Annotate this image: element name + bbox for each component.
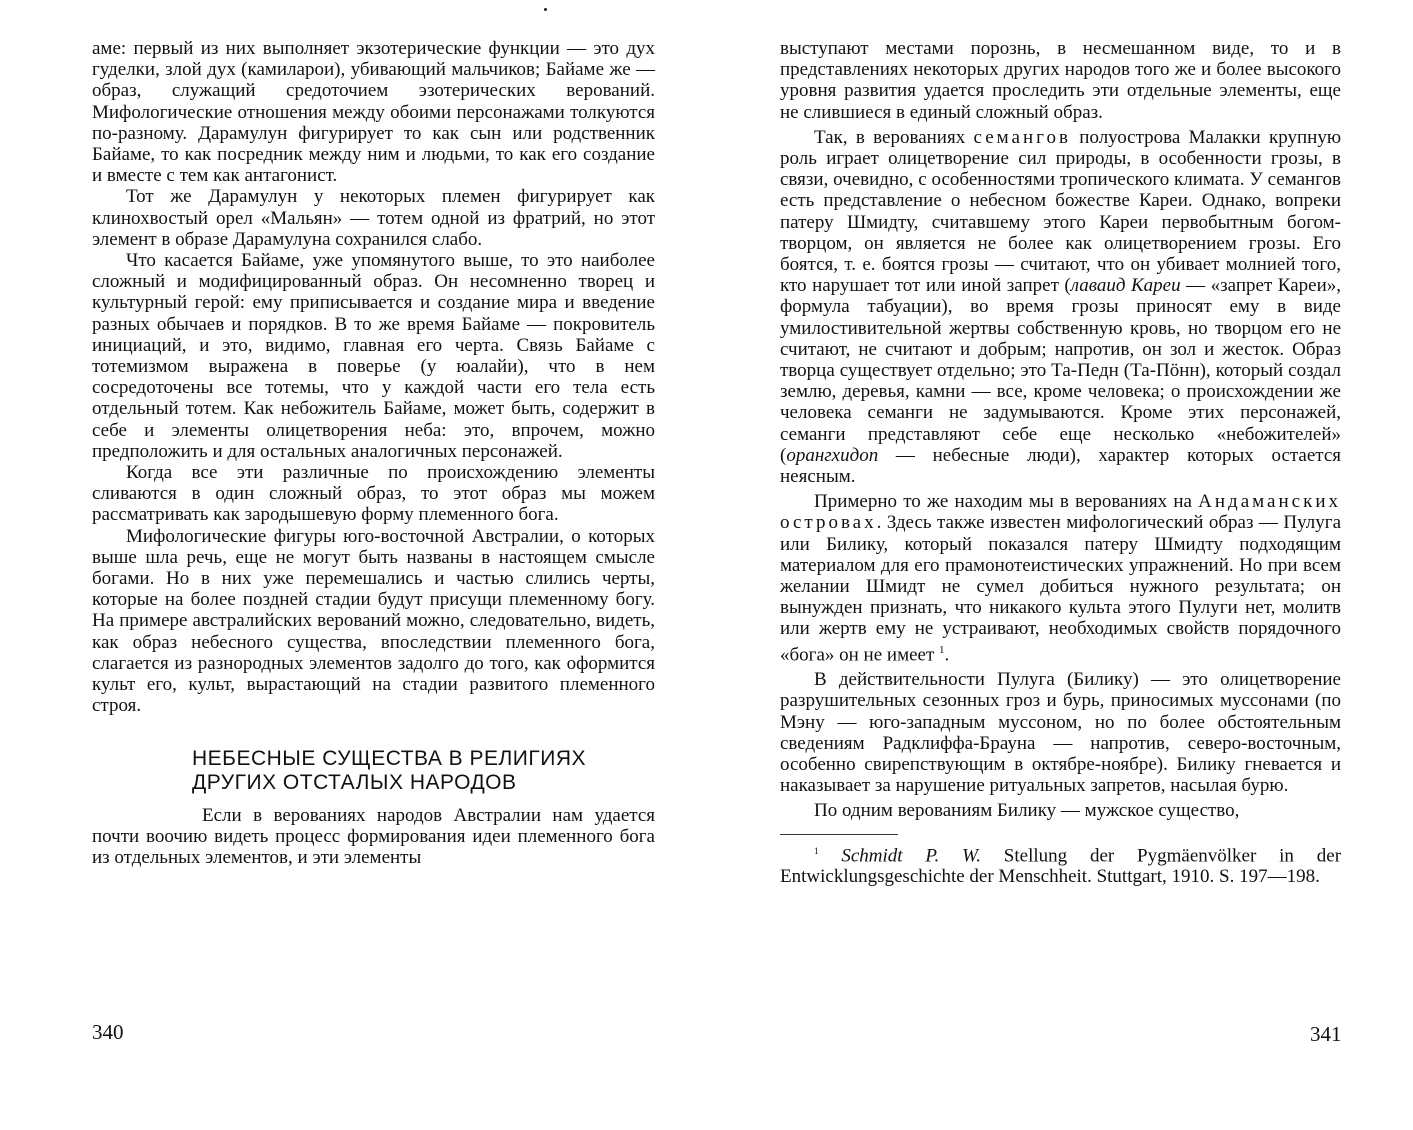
text-run: — «запрет Кареи», формула табуации), во время грозы приносят ему в виде умилостивительной жертвы собственную кровь, но творцом его не считают, не считают и добрым; напротив, он зол и жесток. Образ творца существует отдельно; это Та-Педн (Та-Пöнн), который создал землю, деревья, камни — все, кроме человека; о происхождении же человека семанги не задумываются. Кроме этих персонажей, семанги представляют себе еще несколько «небожителей» ( xyxy=(780,275,1342,466)
paragraph: По одним верованиям Билику — мужское существо, xyxy=(814,800,1240,822)
footnote-ref: 1 xyxy=(939,643,945,656)
footnote-text: Stellung der Pygmäenvölker in der Entwicklungsgeschichte der Menschheit. Stuttgart, 1910. S. 197—198. xyxy=(780,844,1342,888)
paragraph: В действительности Пулуга (Билику) — это олицетворение разрушительных сезонных гроз и бурь, приносимых муссонами (по Мэну — юго-западным муссоном, но по более обстоятельным сведениям Радклиффа-Брауна — напротив, северо-восточным, особенно свирепствующим в октябре-ноябре). Билику гневается и наказывает за нарушение ритуальных запретов, насылая бурю. xyxy=(780,669,1341,797)
paragraph: Мифологические фигуры юго-восточной Австралии, о которых выше шла речь, еще не могут быть названы в настоящем смысле богами. Но в них уже перемешались и частью слились черты, которые на более поздней стадии будут присущи племенному богу. На примере австралийских верований можно, следовательно, видеть, как образ небесного существа, впоследствии племенного бога, слагается из разнородных элементов задолго до того, как оформится культ его, культ, вырастающий на стадии развитого племенного строя. xyxy=(92,525,655,717)
paragraph: выступают местами порознь, в несмешанном виде, то и в представлениях некоторых других народов того же и более высокого уровня развития удается проследить эти отдельные элементы, еще не слившиеся в единый сложный образ. xyxy=(780,38,1341,123)
paragraph: Когда все эти различные по происхождению элементы сливаются в один сложный образ, то этот образ мы можем рассматривать как зародышевую форму племенного бога. xyxy=(92,462,655,526)
spaced-term: Андаманских островах xyxy=(780,491,1341,534)
italic-term: лаваид Кареи xyxy=(1070,275,1181,297)
italic-term: орангхидоп xyxy=(786,444,879,466)
paragraph xyxy=(780,127,1341,487)
spaced-term: семангов xyxy=(973,126,1071,148)
footnote xyxy=(780,841,1341,888)
ink-speck xyxy=(544,8,547,11)
text-run: . xyxy=(944,644,950,666)
section-heading-line: ДРУГИХ ОТСТАЛЫХ НАРОДОВ xyxy=(192,770,517,794)
page-number-right: 341 xyxy=(1310,1022,1342,1046)
footnote-author: Schmidt P. W. xyxy=(841,844,981,866)
footnote-divider xyxy=(780,834,898,835)
page-number-left: 340 xyxy=(92,1020,124,1044)
section-heading-line: НЕБЕСНЫЕ СУЩЕСТВА В РЕЛИГИЯХ xyxy=(192,746,587,770)
paragraph: аме: первый из них выполняет экзотерические функции — это дух гуделки, злой дух (камиларои), убивающий мальчиков; Байаме же — образ, служащий средоточием эзотерических верований. Мифологические отношения между обоими персонажами толкуются по-разному. Дарамулун фигурирует то как сын или родственник Байаме, то как посредник между ним и людьми, то как его создание и вместе с тем как антагонист. xyxy=(92,38,655,187)
text-run: Примерно то же находим мы в верованиях на xyxy=(814,491,1192,513)
text-run: Так, в верованиях xyxy=(814,126,966,148)
paragraph: Тот же Дарамулун у некоторых племен фигурирует как клинохвостый орел «Мальян» — тотем одной из фратрий, но этот элемент в образе Дарамулуна сохранился слабо. xyxy=(92,186,655,250)
text-run: полуострова Малакки крупную роль играет олицетворение сил природы, в особенности грозы, в связи, очевидно, с особенностями тропического климата. У семангов есть представление о небесном божестве Кареи. Однако, вопреки патеру Шмидту, считавшему этого Кареи первобытным богом-творцом, он является не более как олицетворением грозы. Его боятся, т. е. боятся грозы — считают, что он убивает молнией того, кто нарушает тот или иной запрет ( xyxy=(780,126,1342,297)
paragraph xyxy=(780,491,1341,665)
right-page xyxy=(780,38,1341,887)
paragraph: Если в верованиях народов Австралии нам удается почти воочию видеть процесс формирования идеи племенного бога из отдельных элементов, и эти элементы xyxy=(92,804,655,868)
section-heading xyxy=(192,747,655,795)
left-page xyxy=(92,38,655,868)
text-run: — небесные люди), характер которых остается неясным. xyxy=(780,444,1341,488)
text-run: . Здесь также известен мифологический образ — Пулуга или Билику, который показался патеру Шмидту подходящим материалом для его прамонотеистических упражнений. Но при всем желании Шмидт не сумел добиться нужного результата; он вынужден признать, что никакого культа этого Пулуги нет, молитв или жертв ему не устраивают, необходимых свойств порядочного «бога» он не имеет xyxy=(780,512,1341,666)
footnote-mark: 1 xyxy=(814,845,819,856)
paragraph: Что касается Байаме, уже упомянутого выше, то это наиболее сложный и модифицированный образ. Он несомненно творец и культурный герой: ему приписывается и создание мира и введение разных обычаев и порядков. В то же время Байаме — покровитель инициаций, и это, видимо, главная его черта. Связь Байаме с тотемизмом выражена в поверье (у юалайи), что в нем сосредоточены все тотемы, что у каждой части его тела есть отдельный тотем. Как небожитель Байаме, может быть, содержит в себе и элементы олицетворения неба: это, впрочем, можно предположить и для остальных аналогичных персонажей. xyxy=(92,250,655,462)
